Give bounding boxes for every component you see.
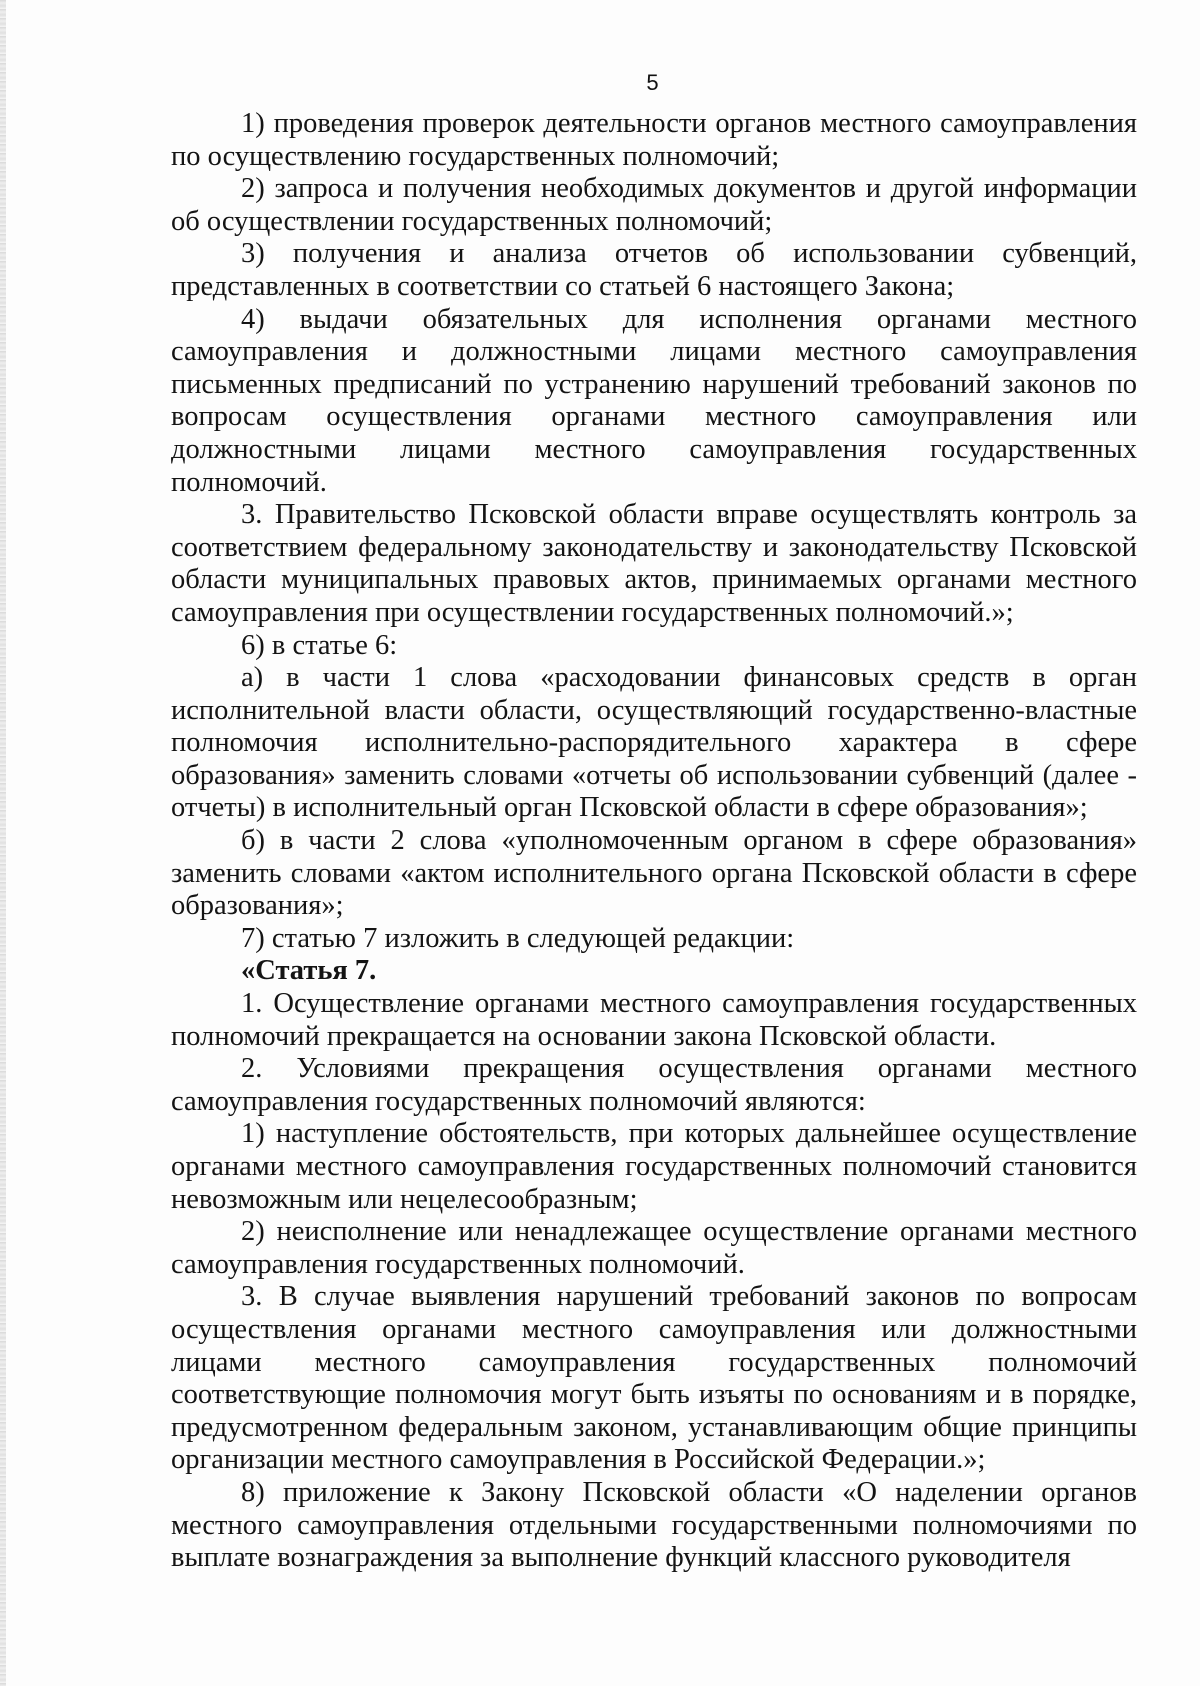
paragraph: 2. Условиями прекращения осуществления органами местного самоуправления государственных полномочий являются: bbox=[171, 1053, 1137, 1117]
paragraph: 1. Осуществление органами местного самоуправления государственных полномочий прекращается на основании закона Псковской области. bbox=[171, 988, 1137, 1052]
paragraph: 3. Правительство Псковской области вправе осуществлять контроль за соответствием федеральному законодательству и законодательству Псковской области муниципальных правовых актов, принимаемых органами местного самоуправления при осуществлении государственных полномочий.»; bbox=[171, 499, 1137, 628]
paragraph: 6) в статье 6: bbox=[241, 629, 398, 661]
paragraph: 1) проведения проверок деятельности органов местного самоуправления по осуществлению государственных полномочий; bbox=[171, 108, 1137, 172]
paragraph: 2) запроса и получения необходимых документов и другой информации об осуществлении государственных полномочий; bbox=[171, 173, 1137, 237]
article-heading: «Статья 7. bbox=[241, 955, 377, 987]
scan-edge bbox=[0, 0, 6, 1686]
page-number: 5 bbox=[646, 70, 659, 95]
paragraph: 2) неисполнение или ненадлежащее осуществление органами местного самоуправления государственных полномочий. bbox=[171, 1216, 1137, 1280]
document-body bbox=[171, 108, 1137, 1575]
paragraph: 8) приложение к Закону Псковской области «О наделении органов местного самоуправления отдельными государственными полномочиями по выплате вознаграждения за выполнение функций классного руководителя bbox=[171, 1476, 1137, 1574]
paragraph: 1) наступление обстоятельств, при которых дальнейшее осуществление органами местного самоуправления государственных полномочий становится невозможным или нецелесообразным; bbox=[171, 1118, 1137, 1215]
paragraph: 3) получения и анализа отчетов об использовании субвенций, представленных в соответствии со статьей 6 настоящего Закона; bbox=[171, 238, 1137, 302]
paragraph: а) в части 1 слова «расходовании финансовых средств в орган исполнительной власти области, осуществляющий государственно-властные полномочия исполнительно-распорядительного характера в сфере образования» заменить словами «отчеты об использовании субвенций (далее - отчеты) в исполнительный орган Псковской области в сфере образования»; bbox=[171, 662, 1137, 824]
paragraph: 3. В случае выявления нарушений требований законов по вопросам осуществления органами местного самоуправления или должностными лицами местного самоуправления государственных полномочий соответствующие полномочия могут быть изъяты по основаниям и в порядке, предусмотренном федеральным законом, устанавливающим общие принципы организации местного самоуправления в Российской Федерации.»; bbox=[171, 1281, 1137, 1476]
paragraph: 7) статью 7 изложить в следующей редакции: bbox=[241, 922, 795, 954]
paragraph: б) в части 2 слова «уполномоченным органом в сфере образования» заменить словами «актом исполнительного органа Псковской области в сфере образования»; bbox=[171, 825, 1137, 922]
paragraph: 4) выдачи обязательных для исполнения органами местного самоуправления и должностными лицами местного самоуправления письменных предписаний по устранению нарушений требований законов по вопросам осуществления органами местного самоуправления или должностными лицами местного самоуправления государственных полномочий. bbox=[171, 303, 1137, 498]
